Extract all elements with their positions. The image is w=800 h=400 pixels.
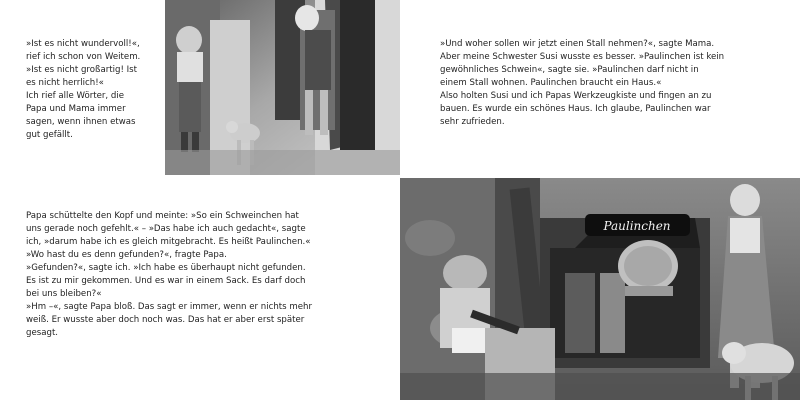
photo-children-with-piglet <box>165 0 400 175</box>
text-line: »Ist es nicht großartig! Ist <box>26 65 138 75</box>
photo-building-pig-house <box>400 178 800 400</box>
pig-house-sign: Paulinchen <box>603 219 671 233</box>
text-line: »Gefunden?«, sagte ich. »Ich habe es überhaupt nicht gefunden. <box>26 263 306 273</box>
text-line: »Und woher sollen wir jetzt einen Stall nehmen?«, sagte Mama. <box>440 39 715 49</box>
story-text-bottom-left <box>26 210 386 340</box>
text-line: rief ich schon von Weitem. <box>26 52 141 62</box>
text-line: bauen. Es wurde ein schönes Haus. Ich glaube, Paulinchen war <box>440 104 711 114</box>
text-line: Aber meine Schwester Susi wusste es besser. »Paulinchen ist kein <box>440 52 725 62</box>
text-line: es nicht herrlich!« <box>26 78 104 88</box>
text-line: Papa und Mama immer <box>26 104 126 114</box>
text-line: einem Stall wohnen. Paulinchen braucht ein Haus.« <box>440 78 662 88</box>
text-line: bei uns bleiben?« <box>26 289 102 299</box>
story-text-top-left <box>26 38 158 142</box>
text-line: »Wo hast du es denn gefunden?«, fragte Papa. <box>26 250 227 260</box>
text-line: weiß. Er wusste aber doch noch was. Das hat er aber erst später <box>26 315 305 325</box>
text-line: Papa schüttelte den Kopf und meinte: »So ein Schweinchen hat <box>26 211 299 221</box>
text-line: sagen, wenn ihnen etwas <box>26 117 136 127</box>
text-line: Also holten Susi und ich Papas Werkzeugkiste und fingen an zu <box>440 91 712 101</box>
text-line: »Hm –«, sagte Papa bloß. Das sagt er immer, wenn er nichts mehr <box>26 302 312 312</box>
text-line: gesagt. <box>26 328 59 338</box>
text-line: gut gefällt. <box>26 130 73 140</box>
text-line: uns gerade noch gefehlt.« – »Das habe ich auch gedacht«, sagte <box>26 224 306 234</box>
photo-illustration <box>400 178 800 400</box>
story-text-top-right <box>440 38 780 129</box>
photo-illustration <box>165 0 400 175</box>
text-line: gewöhnliches Schwein«, sagte sie. »Paulinchen darf nicht in <box>440 65 699 75</box>
text-line: »Ist es nicht wundervoll!«, <box>26 39 140 49</box>
text-line: Es ist zu mir gekommen. Und es war in einem Sack. Es darf doch <box>26 276 306 286</box>
text-line: sehr zufrieden. <box>440 117 505 127</box>
text-line: Ich rief alle Wörter, die <box>26 91 125 101</box>
text-line: ich, »darum habe ich es gleich mitgebracht. Es heißt Paulinchen.« <box>26 237 311 247</box>
